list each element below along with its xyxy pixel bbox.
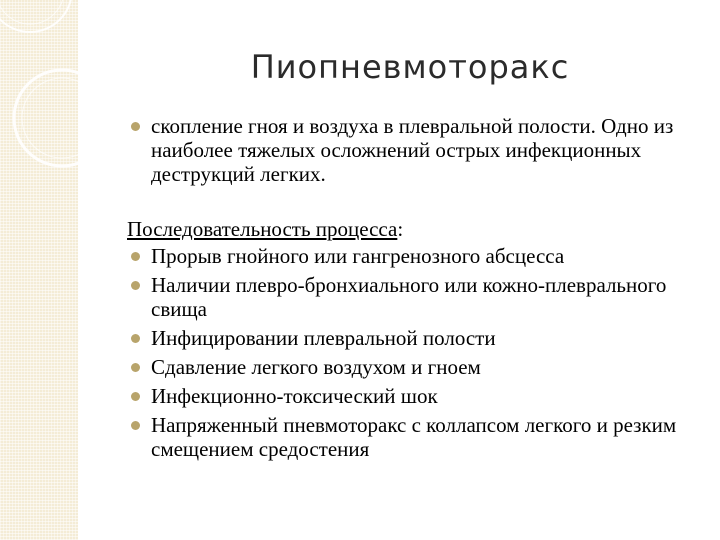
process-item: [127, 326, 702, 350]
process-item-text: Наличии плевро-бронхиального или кожно-плеврального свища: [151, 273, 667, 321]
definition-list: [127, 114, 702, 186]
process-item-text: Инфицировании плевральной полости: [151, 326, 496, 350]
definition-item: [127, 114, 702, 186]
bullet-icon: [131, 421, 140, 430]
bullet-icon: [131, 122, 140, 131]
sequence-heading-text: Последовательность процесса: [127, 217, 398, 241]
bullet-icon: [131, 281, 140, 290]
process-item: [127, 355, 702, 379]
bullet-icon: [131, 392, 140, 401]
process-item-text: Напряженный пневмоторакс с коллапсом легкого и резким смещением средостения: [151, 413, 677, 461]
process-item: [127, 384, 702, 408]
slide-content: [127, 114, 702, 466]
process-item: [127, 413, 702, 461]
bullet-icon: [131, 252, 140, 261]
process-list: [127, 244, 702, 461]
slide-title: Пиопневмоторакс: [250, 48, 570, 86]
process-item: [127, 273, 702, 321]
process-item-text: Инфекционно-токсический шок: [151, 384, 438, 408]
process-item: [127, 244, 702, 268]
sequence-heading: [127, 217, 702, 241]
decorative-circles-graphic: [0, 0, 78, 540]
process-item-text: Сдавление легкого воздухом и гноем: [151, 355, 481, 379]
definition-text: скопление гноя и воздуха в плевральной полости. Одно из наиболее тяжелых осложнений острых инфекционных деструкций легких.: [151, 114, 674, 186]
process-item-text: Прорыв гнойного или гангренозного абсцесса: [151, 244, 565, 268]
bullet-icon: [131, 334, 140, 343]
decorative-side-strip: [0, 0, 78, 540]
sequence-heading-colon: :: [397, 217, 404, 241]
bullet-icon: [131, 363, 140, 372]
side-strip-divider: [78, 0, 80, 540]
